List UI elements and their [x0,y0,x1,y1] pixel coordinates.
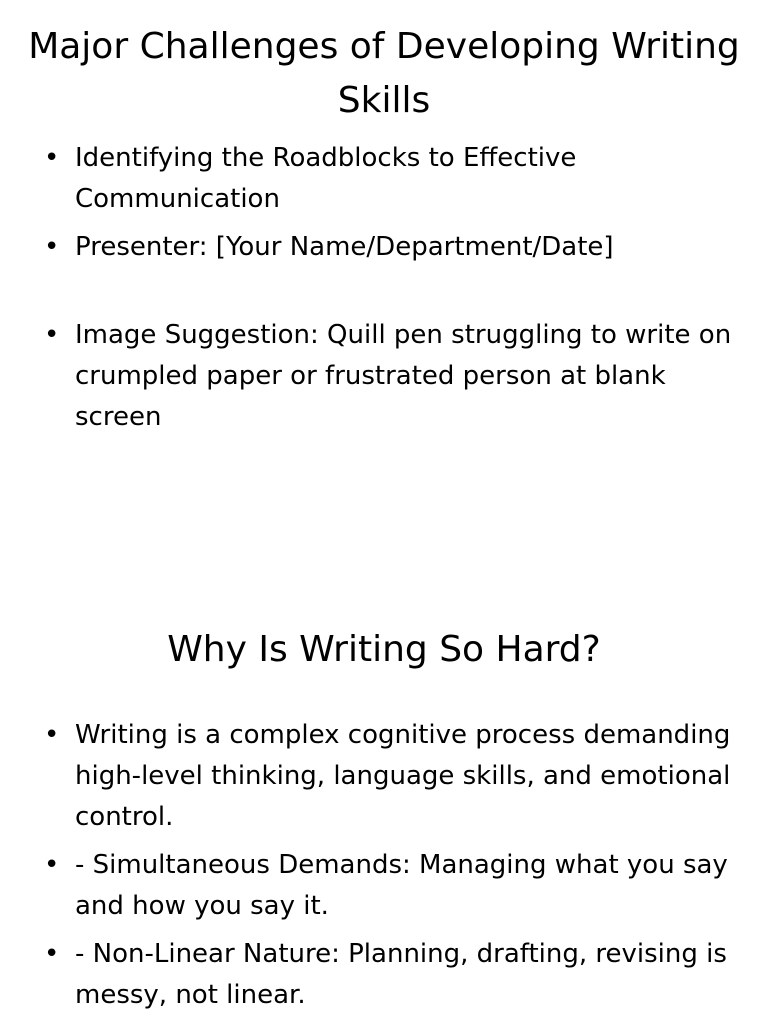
bullet-list [42,138,732,445]
bullet-item [42,845,732,927]
bullet-text: Image Suggestion: Quill pen struggling to write on crumpled paper or frustrated person at blank screen [75,320,732,432]
bullet-list [42,715,732,1023]
bullet-item [42,227,732,268]
bullet-point-icon: • [44,939,60,969]
bullet-text: Identifying the Roadblocks to Effective Communication [75,143,577,214]
bullet-item [42,315,732,438]
bullet-text: - Non-Linear Nature: Planning, drafting, revising is messy, not linear. [75,939,727,1010]
bullet-point-icon: • [44,143,60,173]
bullet-item [42,934,732,1016]
slide-2 [0,620,768,1024]
bullet-text: Presenter: [Your Name/Department/Date] [75,232,614,262]
slide-title: Major Challenges of Developing Writing Skills [28,26,740,121]
bullet-point-icon: • [44,232,60,262]
bullet-text: - Simultaneous Demands: Managing what you say and how you say it. [75,850,728,921]
bullet-item [42,715,732,838]
bullet-point-icon: • [44,850,60,880]
slide-title: Why Is Writing So Hard? [167,629,601,670]
bullet-point-icon: • [44,720,60,750]
bullet-point-icon: • [44,320,60,350]
bullet-item [42,138,732,220]
bullet-text: Writing is a complex cognitive process demanding high-level thinking, language skills, and emotional control. [75,720,731,832]
